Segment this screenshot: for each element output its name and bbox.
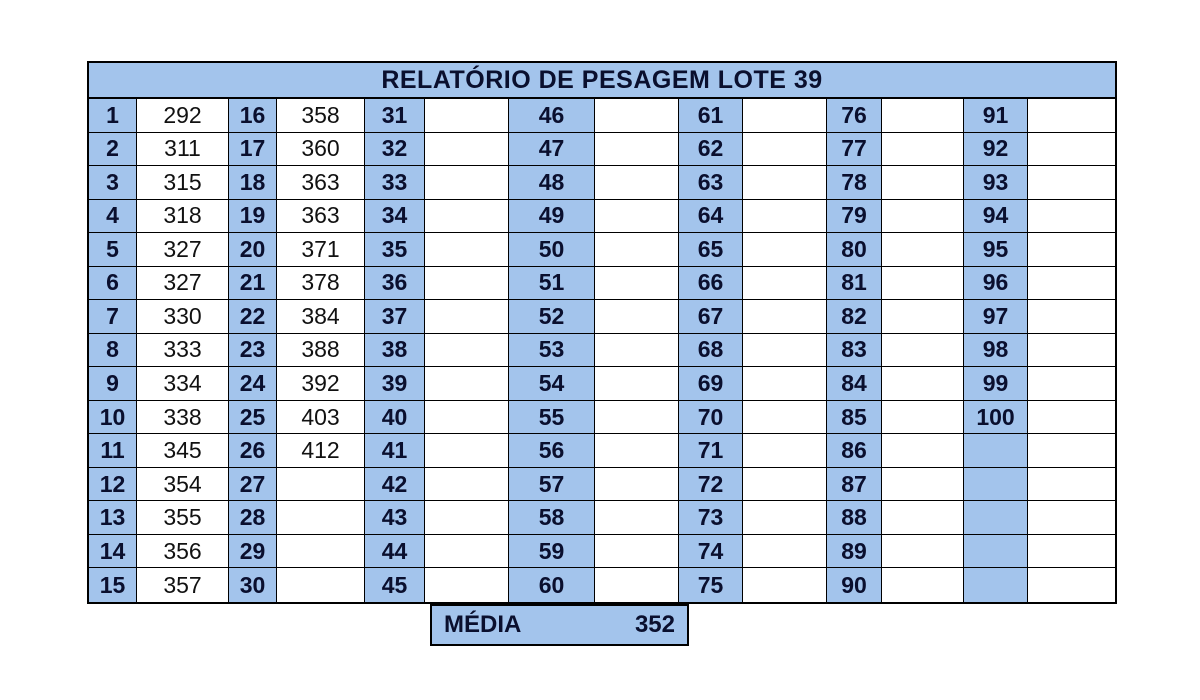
entry-weight: 363 (277, 166, 365, 200)
entry-weight (743, 166, 827, 200)
entry-weight (743, 568, 827, 602)
entry-weight (425, 200, 509, 234)
entry-number: 73 (679, 501, 743, 535)
entry-number: 80 (827, 233, 882, 267)
entry-weight (425, 233, 509, 267)
entry-weight (595, 200, 679, 234)
entry-number: 14 (89, 535, 137, 569)
entry-number: 7 (89, 300, 137, 334)
entry-number: 19 (229, 200, 277, 234)
entry-number (964, 535, 1028, 569)
entry-weight: 378 (277, 267, 365, 301)
entry-number: 31 (365, 99, 425, 133)
entry-weight (425, 367, 509, 401)
entry-weight (743, 99, 827, 133)
entry-weight (743, 434, 827, 468)
entry-weight (425, 300, 509, 334)
entry-number: 47 (509, 133, 595, 167)
entry-weight: 330 (137, 300, 229, 334)
entry-weight (425, 133, 509, 167)
entry-weight (743, 501, 827, 535)
entry-weight (425, 434, 509, 468)
entry-weight (1028, 434, 1115, 468)
entry-number: 25 (229, 401, 277, 435)
entry-weight (1028, 568, 1115, 602)
entry-number: 93 (964, 166, 1028, 200)
entry-weight (425, 568, 509, 602)
entry-weight (595, 334, 679, 368)
entry-weight (425, 166, 509, 200)
entry-weight (595, 568, 679, 602)
entry-number: 76 (827, 99, 882, 133)
entry-weight (882, 334, 964, 368)
entry-weight (595, 434, 679, 468)
weighing-report-table (87, 61, 1117, 604)
entry-number: 24 (229, 367, 277, 401)
entry-weight (1028, 99, 1115, 133)
entry-number: 52 (509, 300, 595, 334)
entry-number: 27 (229, 468, 277, 502)
entry-number: 83 (827, 334, 882, 368)
entry-weight: 356 (137, 535, 229, 569)
entry-number: 88 (827, 501, 882, 535)
entry-weight (882, 501, 964, 535)
report-title: RELATÓRIO DE PESAGEM LOTE 39 (89, 63, 1115, 99)
entry-weight (1028, 401, 1115, 435)
entry-weight (1028, 535, 1115, 569)
entry-weight: 345 (137, 434, 229, 468)
entry-number: 35 (365, 233, 425, 267)
entry-number: 86 (827, 434, 882, 468)
entry-weight (595, 300, 679, 334)
entry-weight: 311 (137, 133, 229, 167)
entry-number: 64 (679, 200, 743, 234)
entry-number: 71 (679, 434, 743, 468)
entry-weight: 360 (277, 133, 365, 167)
entry-number: 98 (964, 334, 1028, 368)
entry-number: 62 (679, 133, 743, 167)
entry-weight (595, 267, 679, 301)
entry-weight (425, 334, 509, 368)
entry-number: 90 (827, 568, 882, 602)
entry-number: 97 (964, 300, 1028, 334)
entry-weight (1028, 367, 1115, 401)
entry-weight: 292 (137, 99, 229, 133)
entry-weight (595, 133, 679, 167)
entry-number: 81 (827, 267, 882, 301)
entry-number: 99 (964, 367, 1028, 401)
entry-number: 4 (89, 200, 137, 234)
entry-weight: 355 (137, 501, 229, 535)
entry-weight (743, 334, 827, 368)
entry-number: 2 (89, 133, 137, 167)
entry-number: 53 (509, 334, 595, 368)
entry-number (964, 501, 1028, 535)
entry-number: 58 (509, 501, 595, 535)
entry-weight (743, 300, 827, 334)
entry-weight (1028, 267, 1115, 301)
entry-number: 41 (365, 434, 425, 468)
entry-number: 17 (229, 133, 277, 167)
entry-number: 68 (679, 334, 743, 368)
entry-weight (1028, 334, 1115, 368)
entry-weight (595, 401, 679, 435)
entry-number: 72 (679, 468, 743, 502)
entry-number: 96 (964, 267, 1028, 301)
entry-number: 59 (509, 535, 595, 569)
entry-weight (743, 267, 827, 301)
entry-number: 36 (365, 267, 425, 301)
entry-weight: 392 (277, 367, 365, 401)
entry-number: 50 (509, 233, 595, 267)
average-value: 352 (634, 611, 675, 638)
entry-number: 42 (365, 468, 425, 502)
entry-number (964, 468, 1028, 502)
entry-weight (882, 434, 964, 468)
entry-number: 10 (89, 401, 137, 435)
entry-number: 9 (89, 367, 137, 401)
entry-number: 23 (229, 334, 277, 368)
entry-weight (277, 568, 365, 602)
entry-weight: 403 (277, 401, 365, 435)
entry-number: 16 (229, 99, 277, 133)
entry-number: 63 (679, 166, 743, 200)
entry-weight: 388 (277, 334, 365, 368)
entry-number: 87 (827, 468, 882, 502)
entry-weight: 357 (137, 568, 229, 602)
entry-weight (882, 468, 964, 502)
entry-weight (882, 401, 964, 435)
entry-weight (1028, 501, 1115, 535)
entry-weight (882, 200, 964, 234)
entry-number: 8 (89, 334, 137, 368)
entry-weight (1028, 133, 1115, 167)
entry-number: 82 (827, 300, 882, 334)
entry-weight: 358 (277, 99, 365, 133)
entry-number: 5 (89, 233, 137, 267)
entry-weight (595, 535, 679, 569)
entry-weight (882, 233, 964, 267)
entry-weight (595, 99, 679, 133)
entry-number: 85 (827, 401, 882, 435)
entry-weight: 354 (137, 468, 229, 502)
entry-weight: 327 (137, 267, 229, 301)
average-box (430, 604, 689, 646)
entry-weight (425, 267, 509, 301)
entry-weight (743, 200, 827, 234)
entry-weight (743, 468, 827, 502)
entry-weight (277, 501, 365, 535)
entry-number: 84 (827, 367, 882, 401)
entry-number: 74 (679, 535, 743, 569)
entry-number: 13 (89, 501, 137, 535)
entry-number: 54 (509, 367, 595, 401)
entry-weight: 315 (137, 166, 229, 200)
entry-number: 66 (679, 267, 743, 301)
entry-number: 100 (964, 401, 1028, 435)
entry-number: 39 (365, 367, 425, 401)
entry-number: 34 (365, 200, 425, 234)
entry-weight (882, 568, 964, 602)
entry-number: 91 (964, 99, 1028, 133)
entry-weight (882, 99, 964, 133)
entry-number: 21 (229, 267, 277, 301)
entry-number: 60 (509, 568, 595, 602)
entry-number: 70 (679, 401, 743, 435)
entry-number: 43 (365, 501, 425, 535)
entry-number: 18 (229, 166, 277, 200)
entry-weight (1028, 200, 1115, 234)
entry-number: 77 (827, 133, 882, 167)
entry-weight (743, 401, 827, 435)
entry-number: 32 (365, 133, 425, 167)
entry-weight (743, 535, 827, 569)
entry-number: 95 (964, 233, 1028, 267)
entry-weight (882, 166, 964, 200)
entry-number: 12 (89, 468, 137, 502)
entry-weight (743, 367, 827, 401)
entry-weight (882, 133, 964, 167)
entry-number: 3 (89, 166, 137, 200)
entry-weight (743, 133, 827, 167)
entry-weight (882, 367, 964, 401)
entry-number: 44 (365, 535, 425, 569)
entry-number: 89 (827, 535, 882, 569)
entry-number: 61 (679, 99, 743, 133)
entry-number: 33 (365, 166, 425, 200)
entry-number: 92 (964, 133, 1028, 167)
entry-number: 49 (509, 200, 595, 234)
entry-weight (425, 501, 509, 535)
entry-weight: 333 (137, 334, 229, 368)
average-label: MÉDIA (444, 611, 522, 638)
entry-number: 79 (827, 200, 882, 234)
entry-number: 75 (679, 568, 743, 602)
entry-weight (425, 468, 509, 502)
entry-weight (743, 233, 827, 267)
entry-weight (277, 468, 365, 502)
entry-number: 29 (229, 535, 277, 569)
entry-number: 57 (509, 468, 595, 502)
entry-weight (425, 99, 509, 133)
entry-weight (595, 233, 679, 267)
entry-weight: 363 (277, 200, 365, 234)
entry-weight: 318 (137, 200, 229, 234)
entry-number: 55 (509, 401, 595, 435)
entry-number: 38 (365, 334, 425, 368)
entry-weight (1028, 300, 1115, 334)
entry-weight: 371 (277, 233, 365, 267)
entry-number: 28 (229, 501, 277, 535)
entry-weight (882, 300, 964, 334)
entry-number: 40 (365, 401, 425, 435)
entry-number: 94 (964, 200, 1028, 234)
entry-weight: 334 (137, 367, 229, 401)
entry-weight (425, 535, 509, 569)
entry-weight (595, 501, 679, 535)
entry-weight (1028, 468, 1115, 502)
entry-number: 20 (229, 233, 277, 267)
entry-number: 67 (679, 300, 743, 334)
entry-number (964, 434, 1028, 468)
entry-number: 22 (229, 300, 277, 334)
entry-weight (1028, 166, 1115, 200)
entry-number (964, 568, 1028, 602)
entry-weight: 327 (137, 233, 229, 267)
entry-weight (595, 367, 679, 401)
entry-number: 78 (827, 166, 882, 200)
entry-number: 56 (509, 434, 595, 468)
entry-number: 48 (509, 166, 595, 200)
entry-number: 11 (89, 434, 137, 468)
entry-weight: 412 (277, 434, 365, 468)
entry-number: 6 (89, 267, 137, 301)
entry-number: 65 (679, 233, 743, 267)
entry-number: 45 (365, 568, 425, 602)
entry-number: 30 (229, 568, 277, 602)
entry-weight (425, 401, 509, 435)
entry-weight (595, 166, 679, 200)
entry-weight (882, 267, 964, 301)
entry-weight (882, 535, 964, 569)
entry-number: 51 (509, 267, 595, 301)
entry-weight (595, 468, 679, 502)
entry-number: 46 (509, 99, 595, 133)
entry-number: 15 (89, 568, 137, 602)
entry-weight: 338 (137, 401, 229, 435)
entry-weight (277, 535, 365, 569)
entry-number: 1 (89, 99, 137, 133)
entry-number: 26 (229, 434, 277, 468)
entry-number: 69 (679, 367, 743, 401)
entry-number: 37 (365, 300, 425, 334)
entry-weight (1028, 233, 1115, 267)
entry-weight: 384 (277, 300, 365, 334)
